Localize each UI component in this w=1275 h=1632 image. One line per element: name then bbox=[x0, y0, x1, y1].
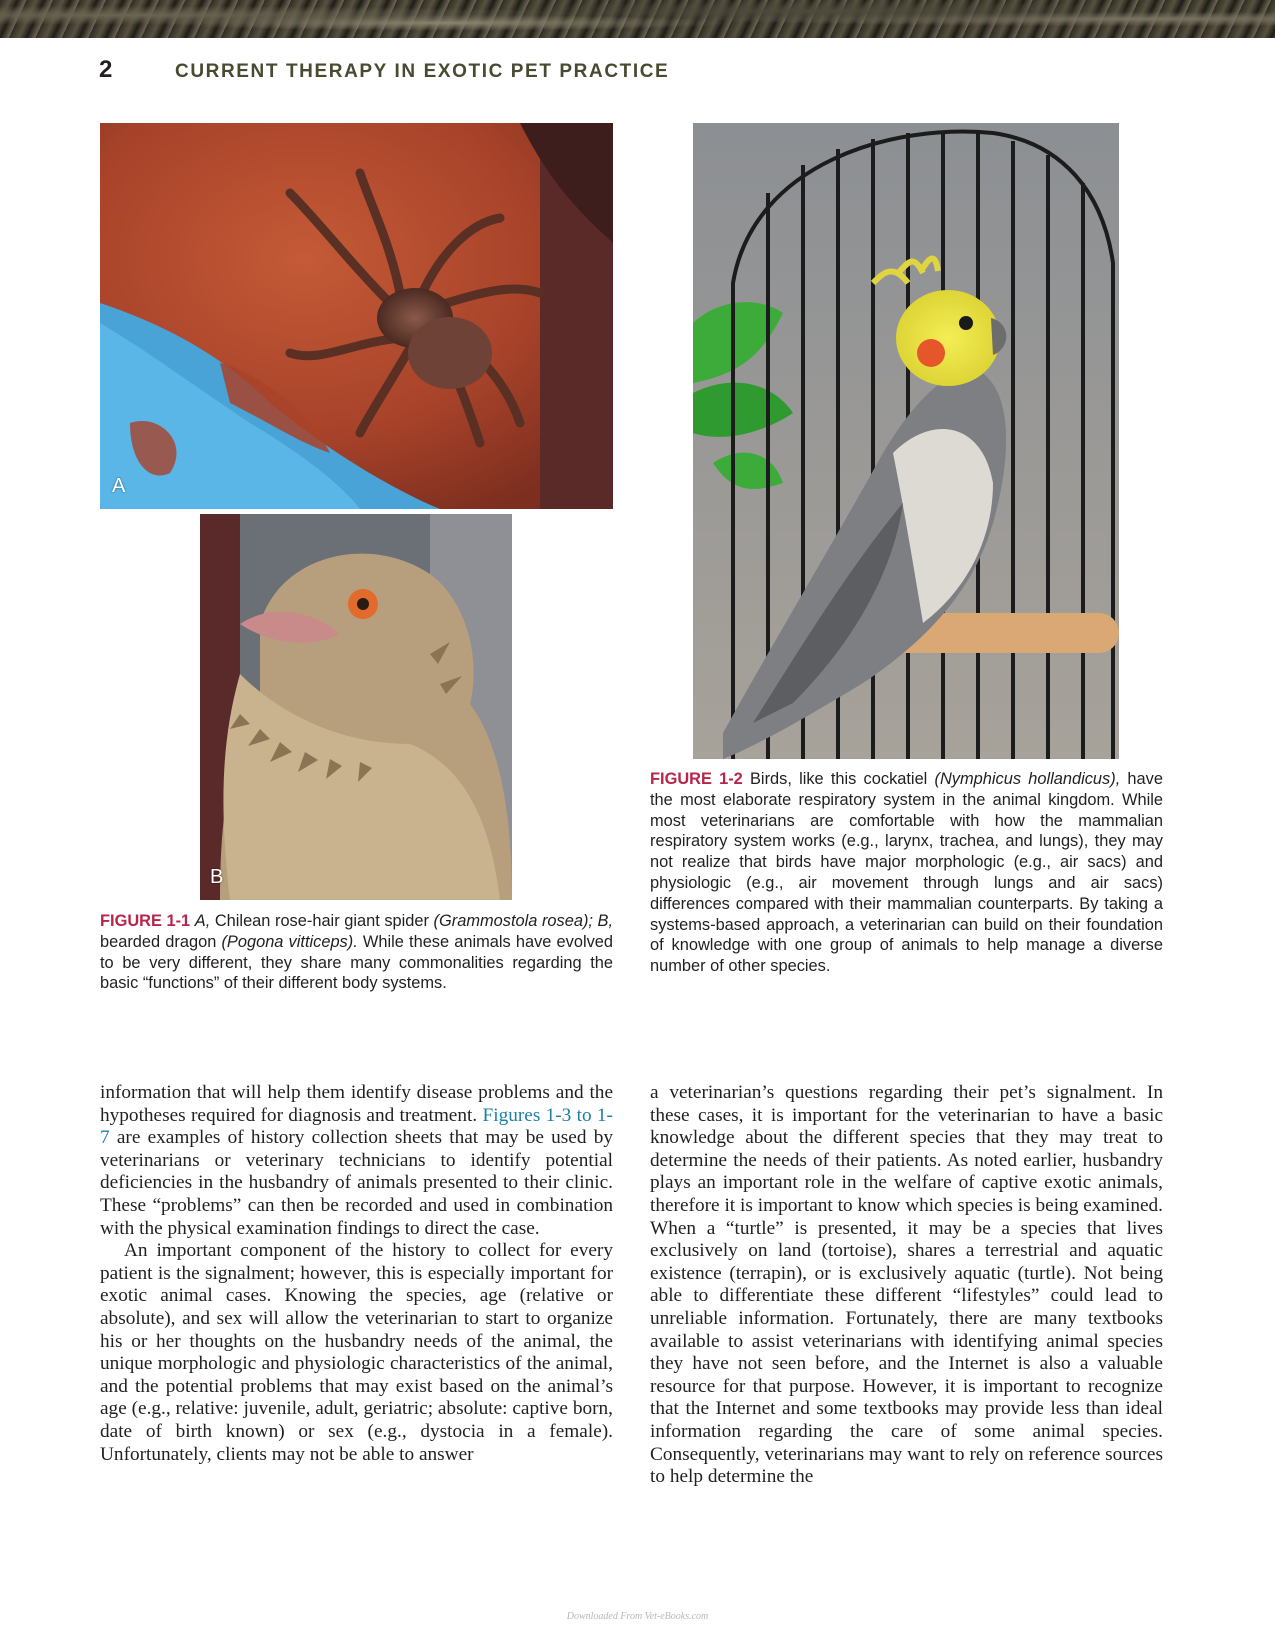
body-column-right bbox=[650, 1082, 1163, 1489]
figure-1-1b-bearded-dragon-photo bbox=[200, 514, 512, 900]
figure-1-1-label: FIGURE 1-1 bbox=[100, 912, 191, 930]
body-paragraph: An important component of the history to collect for every patient is the signalment; however, this is especially important for exotic animal cases. Knowing the species, age (relative or absolute), and sex will allow the veterinarian to start to organize his or her thoughts on the husbandry needs of the animal, the unique morphologic and physiologic characteristics of the animal, and the potential problems that may exist based on the animal’s age (e.g., relative: juvenile, adult, geriatric; absolute: captive born, date of birth known) or sex (e.g., dystocia in a female). Unfortunately, clients may not be able to answer bbox=[100, 1240, 613, 1465]
figures-cross-reference-link[interactable]: Figures 1-3 to 1-7 bbox=[100, 1104, 613, 1149]
caption-italic: A, bbox=[194, 912, 211, 930]
download-watermark: Downloaded From Vet-eBooks.com bbox=[566, 1611, 709, 1622]
caption-text: bearded dragon bbox=[100, 932, 222, 951]
body-text: information that will help them identify disease problems and the hypotheses required for diagnosis and treatment. bbox=[100, 1082, 613, 1126]
caption-italic: (Nymphicus hollandicus), bbox=[934, 770, 1121, 788]
caption-text: Chilean rose-hair giant spider bbox=[210, 912, 434, 930]
caption-text: have the most elaborate respiratory system in the animal kingdom. While most veterinarians are comfortable with how the mammalian respiratory system works (e.g., larynx, trachea, and lungs), they may not realize that birds have major morphologic (e.g., air sacs) and physiologic (e.g., air movement through lungs and air sacs) differences compared with their mammalian counterparts. By taking a systems-based approach, a veterinarian can build on their foundation of knowledge with one group of animals to help manage a diverse number of other species. bbox=[650, 770, 1163, 976]
caption-italic: (Pogona vitticeps). bbox=[221, 932, 358, 951]
running-title: CURRENT THERAPY IN EXOTIC PET PRACTICE bbox=[175, 61, 670, 82]
body-paragraph bbox=[100, 1082, 613, 1240]
decorative-header-band bbox=[0, 0, 1275, 38]
body-paragraph: a veterinarian’s questions regarding their pet’s signalment. In these cases, it is important for the veterinarian to have a basic knowledge about the different species that they may treat to determine the needs of their patients. As noted earlier, husbandry plays an important role in the welfare of captive exotic animals, therefore it is important to know which species is being examined. When a “turtle” is presented, it may be a species that lives exclusively on land (tortoise), shares a terrestrial and aquatic existence (terrapin), or is exclusively aquatic (turtle). Not being able to differentiate these different “lifestyles” could lead to unreliable information. Fortunately, there are many textbooks available to assist veterinarians with identifying animal species they have not seen before, and the Internet is also a valuable resource for that purpose. However, it is important to recognize that the Internet and some textbooks may provide less than ideal information regarding the care of some animal species. Consequently, veterinarians may want to rely on reference sources to help determine the bbox=[650, 1082, 1163, 1488]
figure-1-2-cockatiel-photo bbox=[693, 123, 1119, 759]
body-text: are examples of history collection sheets that may be used by veterinarians or veterinary technicians to identify potential deficiencies in the husbandry of animals presented to their clinic. These “problems” can then be recorded and used in combination with the physical examination findings to direct the case. bbox=[100, 1127, 613, 1239]
figure-1-2-label: FIGURE 1-2 bbox=[650, 770, 743, 788]
page-number: 2 bbox=[99, 56, 113, 83]
caption-italic: (Grammostola rosea); B, bbox=[433, 912, 614, 930]
panel-letter-b: B bbox=[210, 866, 224, 888]
caption-text: Birds, like this cockatiel bbox=[742, 770, 935, 788]
caption-text: While these animals have evolved to be very different, they share many commonalities regarding the basic “functions” of their different body systems. bbox=[100, 932, 614, 993]
body-column-left bbox=[100, 1082, 613, 1466]
figure-1-1a-spider-photo bbox=[100, 123, 613, 509]
figure-1-1-caption bbox=[100, 911, 613, 994]
panel-letter-a: A bbox=[112, 475, 126, 497]
figure-1-2-caption bbox=[650, 769, 1163, 977]
